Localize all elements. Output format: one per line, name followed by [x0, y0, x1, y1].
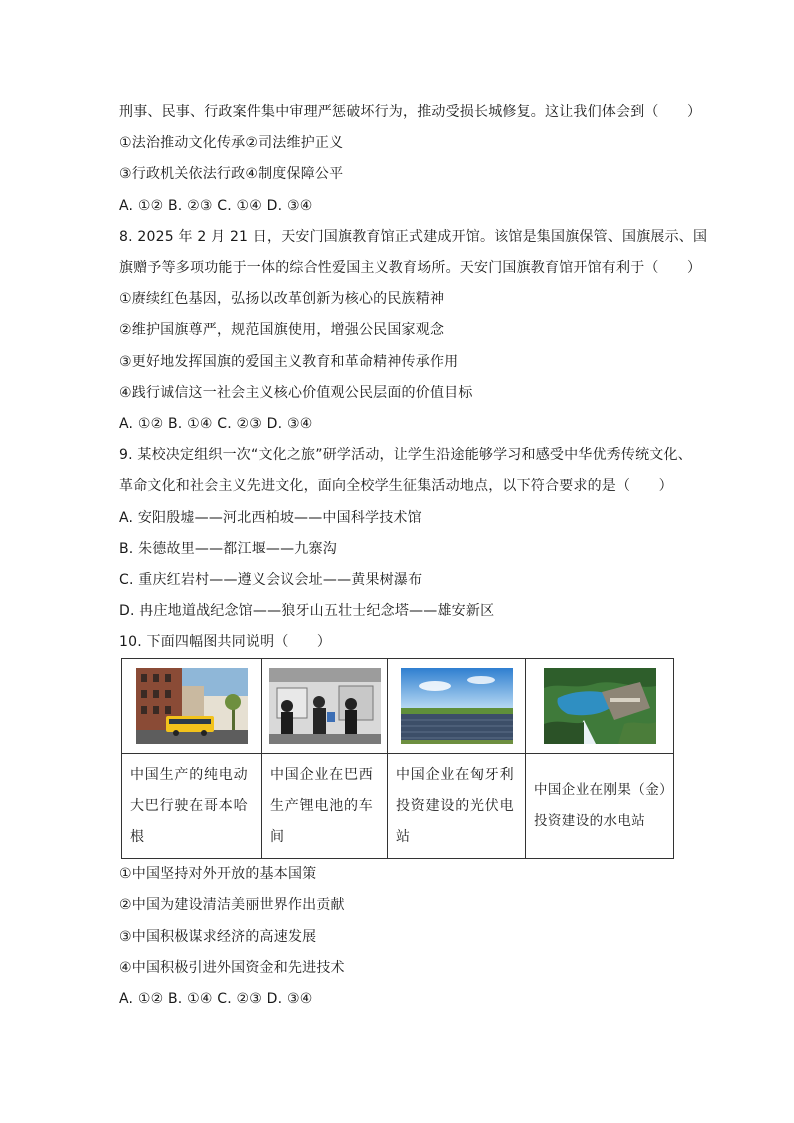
hydropower-station-photo [544, 668, 656, 744]
photo-cell-hydropower [526, 659, 674, 754]
caption-hydro-line-2: 投资建设的水电站 [534, 813, 646, 829]
q8-option-4: ④践行诚信这一社会主义核心价值观公民层面的价值目标 [119, 385, 473, 401]
caption-solar-line-3: 站 [396, 828, 411, 845]
q9-stem-line-2: 革命文化和社会主义先进文化，面向全校学生征集活动地点，以下符合要求的是（ ） [119, 478, 673, 494]
photo-cell-battery-workshop [262, 659, 388, 754]
q7-answer-choices: A. ①② B. ②③ C. ①④ D. ③④ [119, 198, 313, 214]
photo-cell-solar-station [388, 659, 526, 754]
photo-cell-bus [122, 659, 262, 754]
q8-option-1: ①赓续红色基因，弘扬以改革创新为核心的民族精神 [119, 291, 445, 307]
q8-stem-line-2: 旗赠予等多项功能于一体的综合性爱国主义教育场所。天安门国旗教育馆开馆有利于（ ） [119, 260, 702, 276]
q9-option-a: A. 安阳殷墟——河北西柏坡——中国科学技术馆 [119, 510, 422, 526]
q7-options-line-2: ③行政机关依法行政④制度保障公平 [119, 166, 344, 182]
caption-solar-line-2: 投资建设的光伏电 [396, 797, 515, 814]
q10-image-table [121, 658, 674, 859]
caption-bus-line-3: 根 [130, 828, 145, 845]
caption-battery-line-3: 间 [270, 828, 285, 845]
solar-station-photo [401, 668, 513, 744]
caption-battery-line-1: 中国企业在巴西 [270, 766, 374, 783]
q8-answer-choices: A. ①② B. ①④ C. ②③ D. ③④ [119, 416, 313, 432]
caption-hydro-line-1: 中国企业在刚果（金） [534, 782, 673, 798]
caption-solar-line-1: 中国企业在匈牙利 [396, 766, 515, 783]
q9-option-d: D. 冉庄地道战纪念馆——狼牙山五壮士纪念塔——雄安新区 [119, 603, 495, 619]
q7-options-line-1: ①法治推动文化传承②司法维护正义 [119, 135, 344, 151]
q10-option-3: ③中国积极谋求经济的高速发展 [119, 929, 317, 945]
q10-option-4: ④中国积极引进外国资金和先进技术 [119, 960, 345, 976]
q10-option-2: ②中国为建设清洁美丽世界作出贡献 [119, 897, 345, 913]
q7-stem-tail: 刑事、民事、行政案件集中审理严惩破坏行为，推动受损长城修复。这让我们体会到（ ） [119, 104, 702, 120]
caption-hydropower [526, 754, 674, 859]
caption-bus-line-1: 中国生产的纯电动 [130, 766, 249, 783]
q10-option-1: ①中国坚持对外开放的基本国策 [119, 866, 317, 882]
caption-bus-line-2: 大巴行驶在哥本哈 [130, 797, 249, 814]
caption-bus [122, 754, 262, 859]
q10-answer-choices: A. ①② B. ①④ C. ②③ D. ③④ [119, 991, 313, 1007]
electric-bus-photo [136, 668, 248, 744]
caption-battery-line-2: 生产锂电池的车 [270, 797, 374, 814]
caption-solar-station [388, 754, 526, 859]
q10-stem: 10. 下面四幅图共同说明（ ） [119, 634, 332, 650]
battery-workshop-photo [269, 668, 381, 744]
caption-battery-workshop [262, 754, 388, 859]
q8-option-2: ②维护国旗尊严，规范国旗使用，增强公民国家观念 [119, 322, 445, 338]
q9-option-b: B. 朱德故里——都江堰——九寨沟 [119, 541, 337, 557]
q8-option-3: ③更好地发挥国旗的爱国主义教育和革命精神传承作用 [119, 354, 459, 370]
q9-stem-line-1: 9. 某校决定组织一次“文化之旅”研学活动，让学生沿途能够学习和感受中华优秀传统文化、 [119, 447, 692, 463]
q8-stem-line-1: 8. 2025 年 2 月 21 日，天安门国旗教育馆正式建成开馆。该馆是集国旗保管、国旗展示、国 [119, 229, 708, 245]
q9-option-c: C. 重庆红岩村——遵义会议会址——黄果树瀑布 [119, 572, 423, 588]
